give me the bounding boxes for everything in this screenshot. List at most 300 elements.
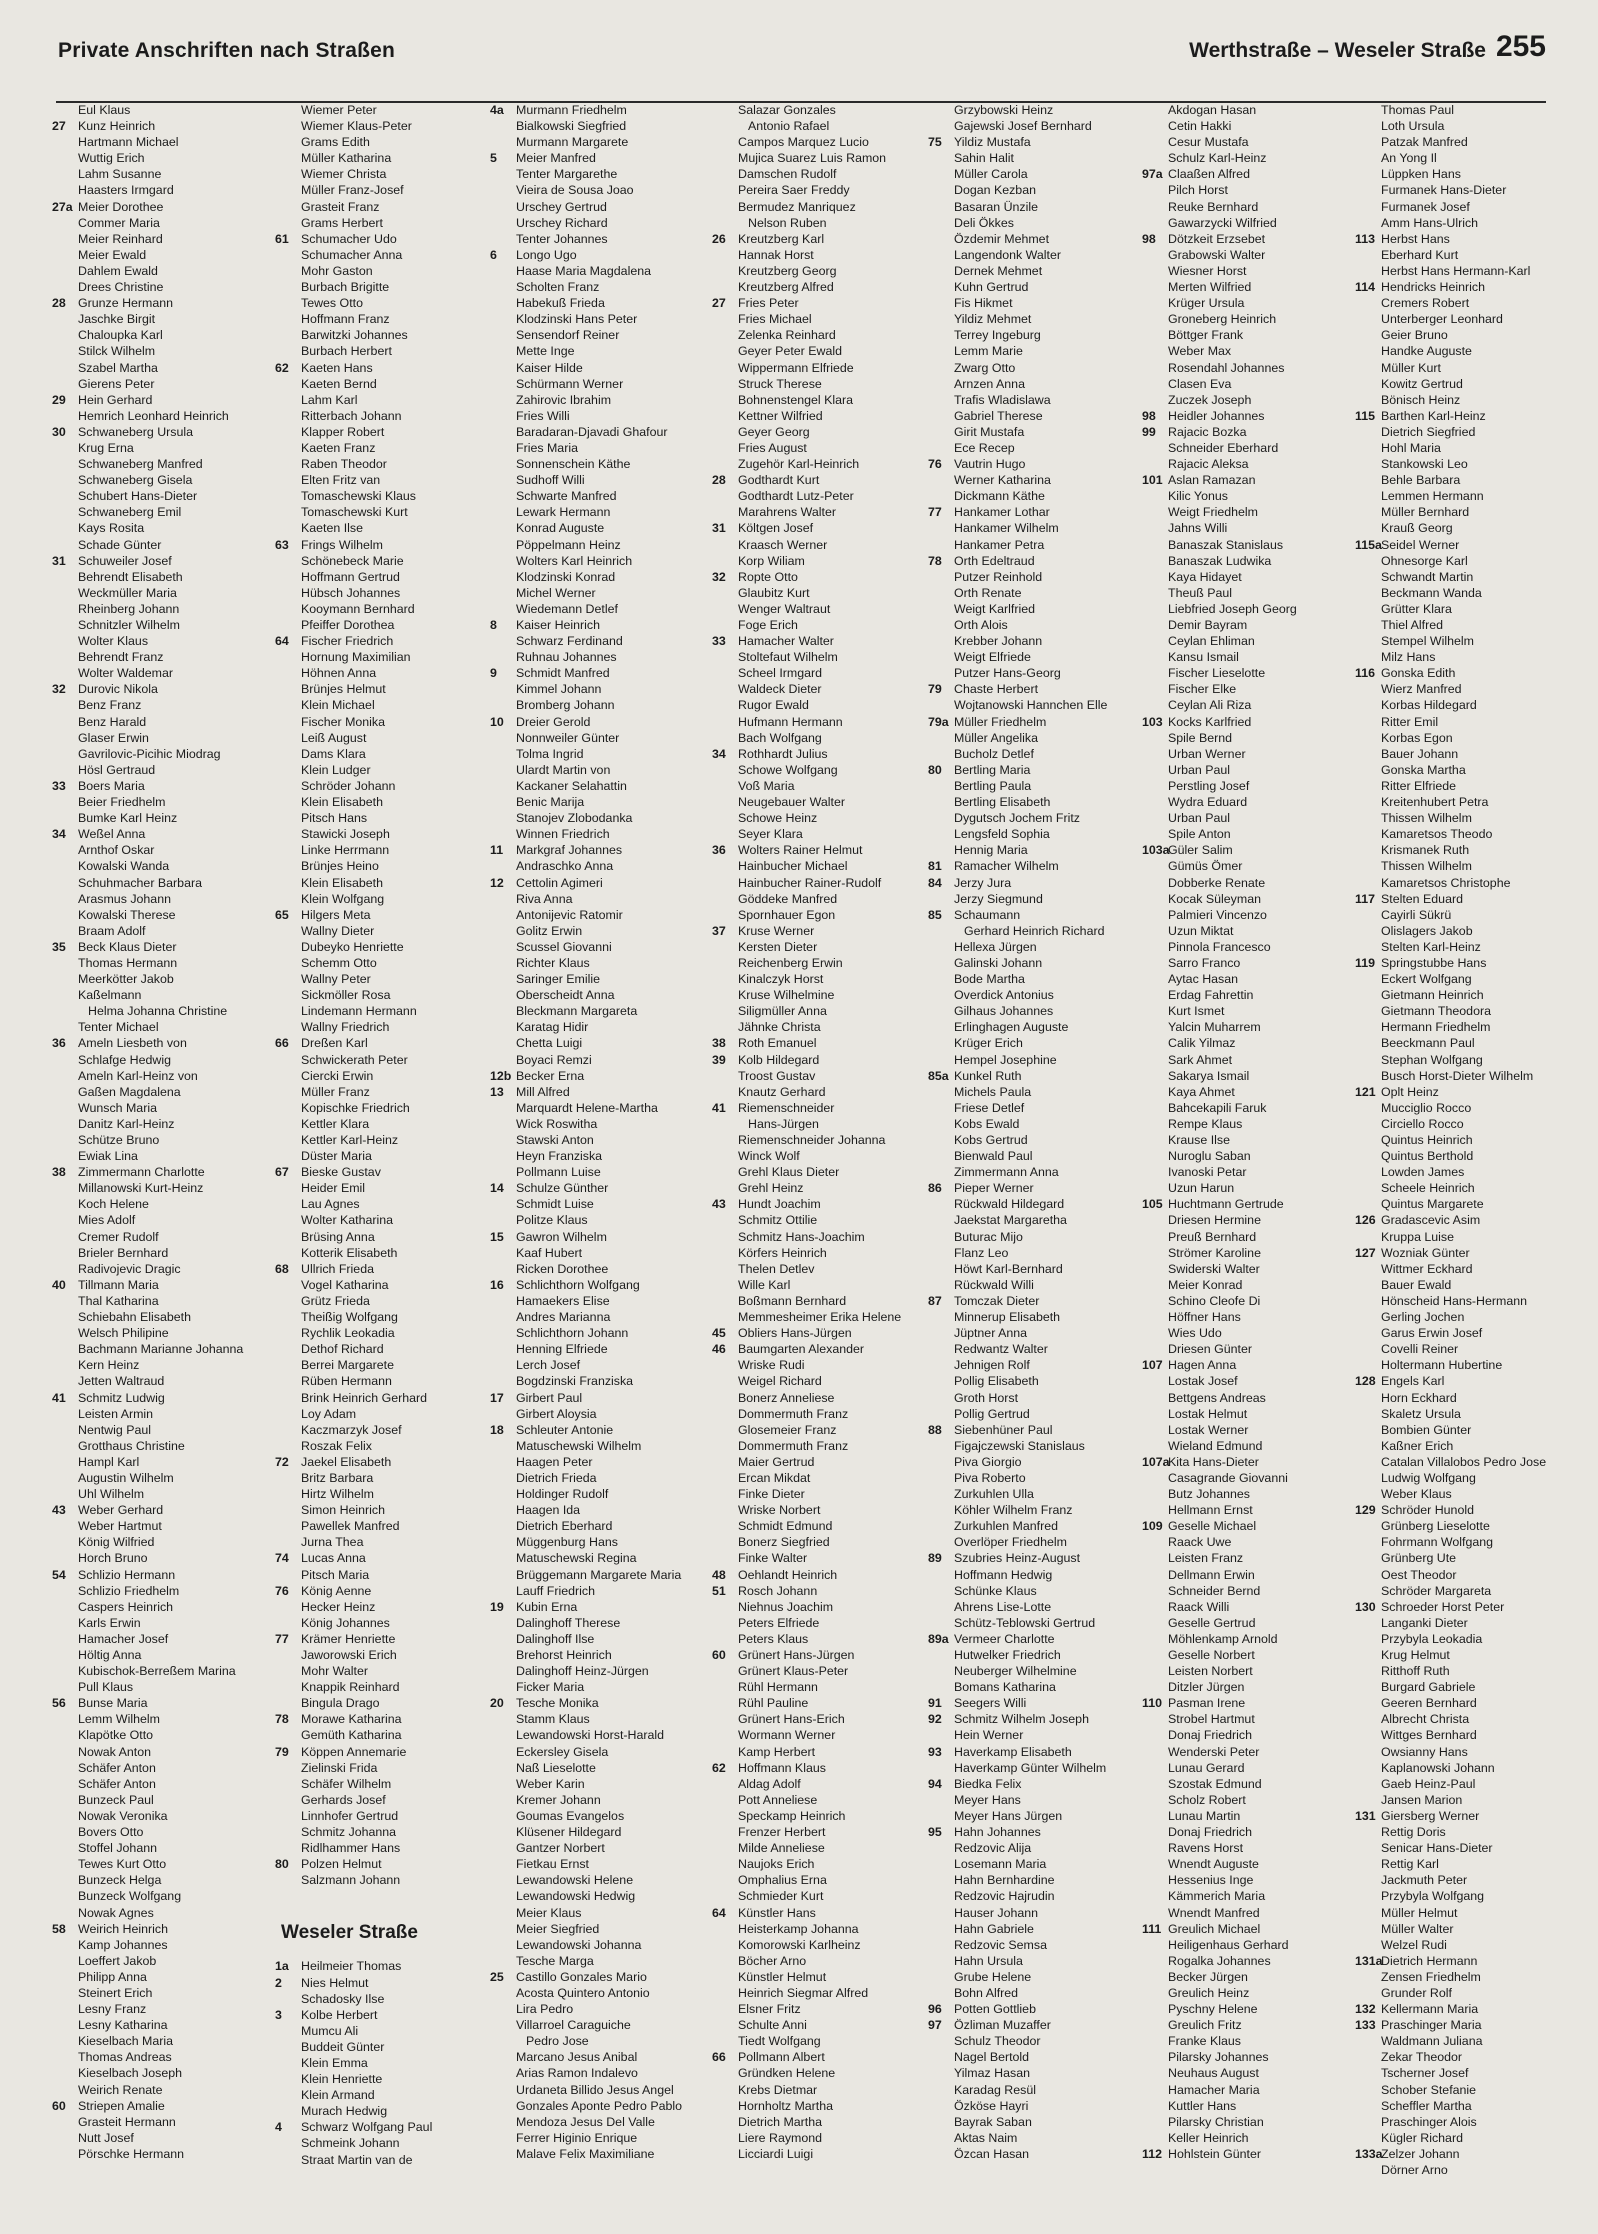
resident-name: Bauer Ewald	[1381, 1277, 1452, 1292]
resident-name: Schütz-Teblowski Gertrud	[954, 1615, 1096, 1630]
resident-entry	[1142, 762, 1354, 778]
resident-entry	[275, 617, 487, 633]
resident-name: Kocks Karlfried	[1168, 714, 1252, 729]
resident-entry	[1355, 1438, 1567, 1454]
resident-entry	[712, 569, 924, 585]
resident-entry	[1355, 1229, 1567, 1245]
resident-name: Bonerz Anneliese	[738, 1390, 835, 1405]
resident-name: Redzovic Alija	[954, 1841, 1032, 1856]
resident-entry	[52, 569, 264, 585]
resident-name: Zielinski Frida	[301, 1760, 378, 1775]
resident-name: Müller Katharina	[301, 151, 392, 166]
column-4	[712, 102, 924, 2162]
resident-name: Schmitz Ludwig	[78, 1390, 165, 1405]
resident-name: Grünert Hans-Erich	[738, 1712, 845, 1727]
resident-name: Kaßner Erich	[1381, 1438, 1454, 1453]
resident-name: Orth Edeltraud	[954, 553, 1035, 568]
resident-entry	[490, 199, 702, 215]
resident-entry	[1355, 1341, 1567, 1357]
resident-entry	[52, 1261, 264, 1277]
resident-name: Grabowski Walter	[1168, 247, 1266, 262]
resident-entry	[928, 569, 1140, 585]
resident-entry	[52, 1583, 264, 1599]
resident-entry	[1142, 504, 1354, 520]
resident-entry	[52, 1647, 264, 1663]
resident-entry	[1142, 665, 1354, 681]
resident-entry	[1355, 714, 1567, 730]
resident-entry	[928, 1277, 1140, 1293]
resident-name: Hampl Karl	[78, 1454, 140, 1469]
resident-entry	[275, 1567, 487, 1583]
resident-name: Langendonk Walter	[954, 247, 1061, 262]
resident-name: Erlinghagen Auguste	[954, 1020, 1069, 1035]
resident-name: Kreutzberg Alfred	[738, 280, 834, 295]
resident-entry	[1142, 1470, 1354, 1486]
house-number: 79	[275, 1744, 289, 1759]
resident-entry	[1142, 1229, 1354, 1245]
resident-name: Weckmüller Maria	[78, 585, 177, 600]
resident-entry	[1142, 746, 1354, 762]
resident-name: Knautz Gerhard	[738, 1084, 826, 1099]
resident-name: Göddeke Manfred	[738, 891, 838, 906]
resident-entry	[928, 697, 1140, 713]
resident-entry	[490, 1921, 702, 1937]
resident-entry	[52, 1776, 264, 1792]
resident-name: Pitsch Maria	[301, 1567, 370, 1582]
resident-name: Golitz Erwin	[516, 923, 583, 938]
resident-name: Wittmer Eckhard	[1381, 1261, 1473, 1276]
resident-entry	[490, 1293, 702, 1309]
resident-entry	[928, 1486, 1140, 1502]
house-number: 98	[1142, 231, 1156, 246]
resident-name: Müller Helmut	[1381, 1905, 1458, 1920]
resident-name: Beckmann Wanda	[1381, 585, 1482, 600]
resident-entry	[712, 1196, 924, 1212]
resident-name: Fischer Monika	[301, 714, 386, 729]
resident-name: Schwaneberg Gisela	[78, 473, 193, 488]
resident-entry	[52, 2001, 264, 2017]
resident-entry	[1355, 649, 1567, 665]
resident-entry	[712, 472, 924, 488]
resident-name: Krebber Johann	[954, 634, 1043, 649]
resident-name: Busch Horst-Dieter Wilhelm	[1381, 1068, 1534, 1083]
resident-name: Özcan Hasan	[954, 2146, 1030, 2161]
resident-name: Engels Karl	[1381, 1374, 1445, 1389]
resident-name: Finke Walter	[738, 1551, 808, 1566]
resident-name: Gerhard Heinrich Richard	[964, 923, 1105, 938]
resident-entry	[712, 1583, 924, 1599]
resident-name: Tomaschewski Klaus	[301, 489, 416, 504]
resident-name: Sahin Halit	[954, 151, 1014, 166]
resident-name: Gabriel Therese	[954, 408, 1043, 423]
column-1	[52, 102, 264, 2162]
resident-entry	[275, 1647, 487, 1663]
resident-entry	[1142, 1567, 1354, 1583]
resident-entry	[928, 2065, 1140, 2081]
resident-name: Jähnke Christa	[738, 1020, 821, 1035]
resident-name: Kowitz Gertrud	[1381, 376, 1463, 391]
resident-name: Driesen Hermine	[1168, 1213, 1261, 1228]
resident-name: Garus Erwin Josef	[1381, 1326, 1483, 1341]
resident-name: Goumas Evangelos	[516, 1808, 625, 1823]
resident-entry	[275, 1100, 487, 1116]
resident-name: Haasters Irmgard	[78, 183, 174, 198]
resident-name: Villarroel Caraguiche	[516, 2018, 631, 2033]
resident-name: Andres Marianna	[516, 1310, 611, 1325]
house-number: 31	[712, 521, 726, 536]
resident-name: Stankowski Leo	[1381, 457, 1468, 472]
resident-name: Bromberg Johann	[516, 698, 615, 713]
resident-name: Kunz Heinrich	[78, 119, 156, 134]
resident-name: Schober Stefanie	[1381, 2082, 1477, 2097]
resident-entry	[490, 247, 702, 263]
resident-name: Banaszak Stanislaus	[1168, 537, 1284, 552]
resident-name: Dommermuth Franz	[738, 1438, 849, 1453]
resident-name: Bauer Johann	[1381, 746, 1459, 761]
resident-entry	[1355, 1599, 1567, 1615]
resident-entry	[490, 1486, 702, 1502]
resident-name: Glosemeier Franz	[738, 1422, 837, 1437]
resident-name: Kern Heinz	[78, 1358, 140, 1373]
resident-entry	[1355, 2082, 1567, 2098]
resident-name: Grams Edith	[301, 135, 370, 150]
resident-entry	[928, 2146, 1140, 2162]
house-number: 41	[712, 1100, 726, 1115]
resident-name: Kaaf Hubert	[516, 1245, 583, 1260]
resident-name: Klein Ludger	[301, 762, 371, 777]
resident-name: Szabel Martha	[78, 360, 158, 375]
resident-name: Wiemer Klaus-Peter	[301, 119, 412, 134]
resident-entry	[712, 247, 924, 263]
resident-entry	[1142, 1422, 1354, 1438]
resident-entry	[1355, 472, 1567, 488]
resident-name: Horch Bruno	[78, 1551, 148, 1566]
resident-entry	[490, 1229, 702, 1245]
resident-entry	[928, 1550, 1140, 1566]
resident-entry	[928, 440, 1140, 456]
resident-name: Milz Hans	[1381, 650, 1436, 665]
house-number: 17	[490, 1390, 504, 1405]
resident-entry	[52, 118, 264, 134]
resident-entry	[712, 1744, 924, 1760]
resident-entry	[52, 199, 264, 215]
resident-entry	[1355, 1985, 1567, 2001]
resident-name: Weßel Anna	[78, 827, 146, 842]
resident-entry	[712, 199, 924, 215]
resident-name: Hohlstein Günter	[1168, 2146, 1261, 2161]
column-6	[1142, 102, 1354, 2162]
resident-name: Schäfer Anton	[78, 1776, 156, 1791]
resident-name: Hankamer Petra	[954, 537, 1045, 552]
resident-name: Mucciglio Rocco	[1381, 1100, 1472, 1115]
resident-name: Korbas Egon	[1381, 730, 1453, 745]
resident-entry	[1355, 1100, 1567, 1116]
resident-entry	[712, 1164, 924, 1180]
resident-entry	[1355, 1808, 1567, 1824]
resident-entry	[1142, 1341, 1354, 1357]
resident-entry	[1142, 2049, 1354, 2065]
resident-name: Dietrich Frieda	[516, 1470, 597, 1485]
resident-name: Krebs Dietmar	[738, 2082, 818, 2097]
resident-entry	[1355, 1727, 1567, 1743]
resident-name: Rajacic Aleksa	[1168, 457, 1249, 472]
resident-name: Fischer Lieselotte	[1168, 666, 1266, 681]
resident-name: Urban Werner	[1168, 746, 1246, 761]
resident-name: Düster Maria	[301, 1149, 372, 1164]
resident-name: Nuroglu Saban	[1168, 1149, 1251, 1164]
resident-name: Girbert Aloysia	[516, 1406, 597, 1421]
resident-entry	[52, 891, 264, 907]
resident-name: Yalcin Muharrem	[1168, 1020, 1261, 1035]
resident-name: Scholz Robert	[1168, 1792, 1246, 1807]
resident-name: Wolter Klaus	[78, 634, 149, 649]
resident-entry	[1355, 440, 1567, 456]
resident-entry	[275, 2135, 487, 2151]
resident-name: Kamaretsos Theodo	[1381, 827, 1493, 842]
resident-entry	[1355, 166, 1567, 182]
resident-name: Klein Armand	[301, 2088, 375, 2103]
resident-name: Thissen Wilhelm	[1381, 859, 1472, 874]
resident-entry	[275, 810, 487, 826]
resident-name: Redzovic Hajrudin	[954, 1889, 1055, 1904]
resident-name: Dubeyko Henriette	[301, 939, 404, 954]
resident-name: Behle Barbara	[1381, 473, 1461, 488]
resident-name: Przybyla Wolfgang	[1381, 1889, 1485, 1904]
resident-entry	[1142, 1583, 1354, 1599]
resident-name: Höltig Anna	[78, 1648, 142, 1662]
resident-name: Striepen Amalie	[78, 2098, 165, 2113]
resident-entry	[928, 2130, 1140, 2146]
resident-entry	[1355, 1711, 1567, 1727]
resident-entry	[52, 1921, 264, 1937]
resident-entry	[490, 504, 702, 520]
resident-name: Wies Udo	[1168, 1326, 1222, 1341]
resident-name: Krüger Erich	[954, 1036, 1023, 1051]
resident-entry	[52, 1164, 264, 1180]
resident-entry	[928, 923, 1140, 939]
resident-name: Biedka Felix	[954, 1776, 1022, 1791]
resident-name: Meyer Hans Jürgen	[954, 1808, 1063, 1823]
house-number: 79a	[928, 714, 949, 729]
resident-name: Franke Klaus	[1168, 2034, 1242, 2049]
house-number: 88	[928, 1422, 942, 1437]
resident-entry	[52, 907, 264, 923]
resident-entry	[275, 971, 487, 987]
resident-name: Theißig Wolfgang	[301, 1310, 398, 1325]
resident-name: Hutwelker Friedrich	[954, 1648, 1061, 1662]
resident-name: Sudhoff Willi	[516, 473, 585, 488]
resident-entry	[712, 1068, 924, 1084]
resident-entry	[1355, 1840, 1567, 1856]
resident-entry	[52, 2130, 264, 2146]
resident-entry	[275, 907, 487, 923]
resident-entry	[490, 343, 702, 359]
house-number: 119	[1355, 955, 1375, 970]
resident-name: Tolma Ingrid	[516, 746, 584, 761]
resident-entry	[712, 1438, 924, 1454]
resident-entry	[1355, 311, 1567, 327]
resident-entry	[52, 665, 264, 681]
house-number: 115	[1355, 408, 1375, 423]
resident-name: Siebenhüner Paul	[954, 1422, 1053, 1437]
resident-entry	[52, 2065, 264, 2081]
resident-entry	[712, 1116, 924, 1132]
directory-columns	[52, 102, 1552, 2212]
house-number: 96	[928, 2002, 942, 2017]
resident-name: Scheel Irmgard	[738, 666, 823, 681]
resident-name: Ferrer Higinio Enrique	[516, 2130, 638, 2145]
resident-name: Stamm Klaus	[516, 1712, 590, 1727]
resident-name: Bonerz Siegfried	[738, 1535, 830, 1550]
resident-name: Pasman Irene	[1168, 1696, 1246, 1711]
resident-entry	[52, 1132, 264, 1148]
resident-name: Grotthaus Christine	[78, 1438, 185, 1453]
resident-name: Kackaner Selahattin	[516, 778, 627, 793]
resident-name: Pilarsky Johannes	[1168, 2050, 1269, 2065]
resident-name: Grünert Klaus-Peter	[738, 1664, 849, 1679]
resident-name: Matuschewski Wilhelm	[516, 1438, 642, 1453]
resident-name: Hufmann Hermann	[738, 714, 843, 729]
resident-name: Mumcu Ali	[301, 2023, 359, 2038]
resident-name: An Yong Il	[1381, 151, 1437, 166]
resident-name: Olislagers Jakob	[1381, 923, 1473, 938]
resident-name: Schlafge Hedwig	[78, 1052, 171, 1067]
resident-name: Klein Michael	[301, 698, 375, 713]
resident-name: Raack Uwe	[1168, 1535, 1232, 1550]
resident-name: Wnendt Auguste	[1168, 1857, 1259, 1872]
resident-entry	[1142, 182, 1354, 198]
resident-name: Zurkuhlen Ulla	[954, 1487, 1034, 1502]
resident-entry	[712, 939, 924, 955]
resident-name: Thomas Hermann	[78, 955, 178, 970]
resident-entry	[52, 263, 264, 279]
resident-name: Schulz Theodor	[954, 2034, 1041, 2049]
resident-name: Urschey Gertrud	[516, 199, 607, 214]
resident-name: Hamacher Maria	[1168, 2082, 1260, 2097]
resident-entry	[928, 955, 1140, 971]
resident-name: Bovers Otto	[78, 1825, 144, 1840]
resident-name: Krug Erna	[78, 440, 134, 455]
resident-entry	[928, 199, 1140, 215]
resident-name: Schlichthorn Wolfgang	[516, 1277, 640, 1292]
resident-entry	[275, 1776, 487, 1792]
resident-entry	[52, 955, 264, 971]
resident-entry	[712, 1888, 924, 1904]
resident-name: Heinrich Siegmar Alfred	[738, 1985, 869, 2000]
resident-entry	[712, 118, 924, 134]
resident-entry	[490, 1888, 702, 1904]
resident-name: Sarro Franco	[1168, 955, 1241, 970]
resident-name: Buddeit Günter	[301, 2039, 385, 2054]
resident-name: Pull Klaus	[78, 1680, 134, 1695]
resident-name: Ercan Mikdat	[738, 1470, 811, 1485]
resident-name: Marcano Jesus Anibal	[516, 2050, 638, 2065]
house-number: 107	[1142, 1358, 1163, 1373]
resident-entry	[52, 971, 264, 987]
resident-entry	[1142, 842, 1354, 858]
resident-name: Schmitz Wilhelm Joseph	[954, 1712, 1089, 1727]
resident-entry	[928, 971, 1140, 987]
house-number: 64	[712, 1905, 726, 1920]
resident-entry	[1355, 1856, 1567, 1872]
resident-entry	[1142, 456, 1354, 472]
resident-name: Pinnola Francesco	[1168, 939, 1271, 954]
resident-name: Schroeder Horst Peter	[1381, 1599, 1505, 1614]
resident-entry	[712, 1615, 924, 1631]
resident-name: Rückwald Hildegard	[954, 1197, 1065, 1212]
resident-name: Mendoza Jesus Del Valle	[516, 2114, 655, 2129]
resident-name: Ceylan Ali Riza	[1168, 698, 1252, 713]
resident-name: Lostak Josef	[1168, 1374, 1238, 1389]
resident-name: Marquardt Helene-Martha	[516, 1100, 658, 1115]
resident-name: Hoffmann Gertrud	[301, 569, 400, 584]
resident-name: Gawron Wilhelm	[516, 1229, 607, 1244]
resident-name: Hoffmann Franz	[301, 312, 390, 327]
resident-name: Weigt Elfriede	[954, 650, 1031, 665]
resident-entry	[490, 714, 702, 730]
resident-entry	[1355, 424, 1567, 440]
resident-entry	[275, 1390, 487, 1406]
resident-name: Peters Elfriede	[738, 1615, 820, 1630]
resident-entry	[712, 537, 924, 553]
resident-name: Wriske Rudi	[738, 1358, 805, 1373]
resident-name: Troost Gustav	[738, 1068, 816, 1083]
resident-name: Pilarsky Christian	[1168, 2114, 1264, 2129]
resident-entry	[928, 875, 1140, 891]
resident-entry	[52, 1309, 264, 1325]
resident-name: Grünberg Lieselotte	[1381, 1519, 1490, 1534]
resident-entry	[1142, 1905, 1354, 1921]
resident-name: Lewandowski Helene	[516, 1873, 634, 1888]
resident-entry	[1142, 1937, 1354, 1953]
resident-entry	[52, 746, 264, 762]
resident-entry	[712, 1711, 924, 1727]
resident-name: Tewes Kurt Otto	[78, 1857, 167, 1872]
resident-name: Szubries Heinz-August	[954, 1551, 1081, 1566]
resident-entry	[52, 1229, 264, 1245]
resident-entry	[712, 1905, 924, 1921]
resident-name: Hoffmann Hedwig	[954, 1567, 1053, 1582]
resident-name: Wuttig Erich	[78, 151, 145, 166]
resident-entry	[928, 472, 1140, 488]
column-7	[1355, 102, 1567, 2178]
resident-name: Hartmann Michael	[78, 135, 179, 150]
resident-entry	[712, 488, 924, 504]
resident-name: Hecker Heinz	[301, 1599, 376, 1614]
resident-name: Overlöper Friedhelm	[954, 1535, 1067, 1550]
resident-name: Hoffmann Klaus	[738, 1760, 826, 1775]
resident-name: Geier Bruno	[1381, 328, 1448, 343]
resident-name: Lewandowski Horst-Harald	[516, 1728, 665, 1743]
resident-name: Hagen Anna	[1168, 1358, 1237, 1373]
resident-name: Liere Raymond	[738, 2130, 823, 2145]
resident-name: Aytac Hasan	[1168, 972, 1239, 987]
resident-name: Klapper Robert	[301, 424, 385, 439]
resident-name: Nowak Agnes	[78, 1905, 154, 1920]
resident-entry	[1142, 681, 1354, 697]
resident-entry	[275, 826, 487, 842]
resident-name: Durovic Nikola	[78, 682, 158, 697]
resident-entry	[1142, 150, 1354, 166]
resident-name: Stephan Wolfgang	[1381, 1052, 1483, 1067]
house-number: 27	[52, 119, 66, 134]
resident-entry	[275, 456, 487, 472]
column-2	[275, 102, 487, 2168]
resident-name: Arias Ramon Indalevo	[516, 2066, 638, 2081]
resident-entry	[275, 1293, 487, 1309]
house-number: 13	[490, 1084, 504, 1099]
house-number: 27	[712, 296, 726, 311]
